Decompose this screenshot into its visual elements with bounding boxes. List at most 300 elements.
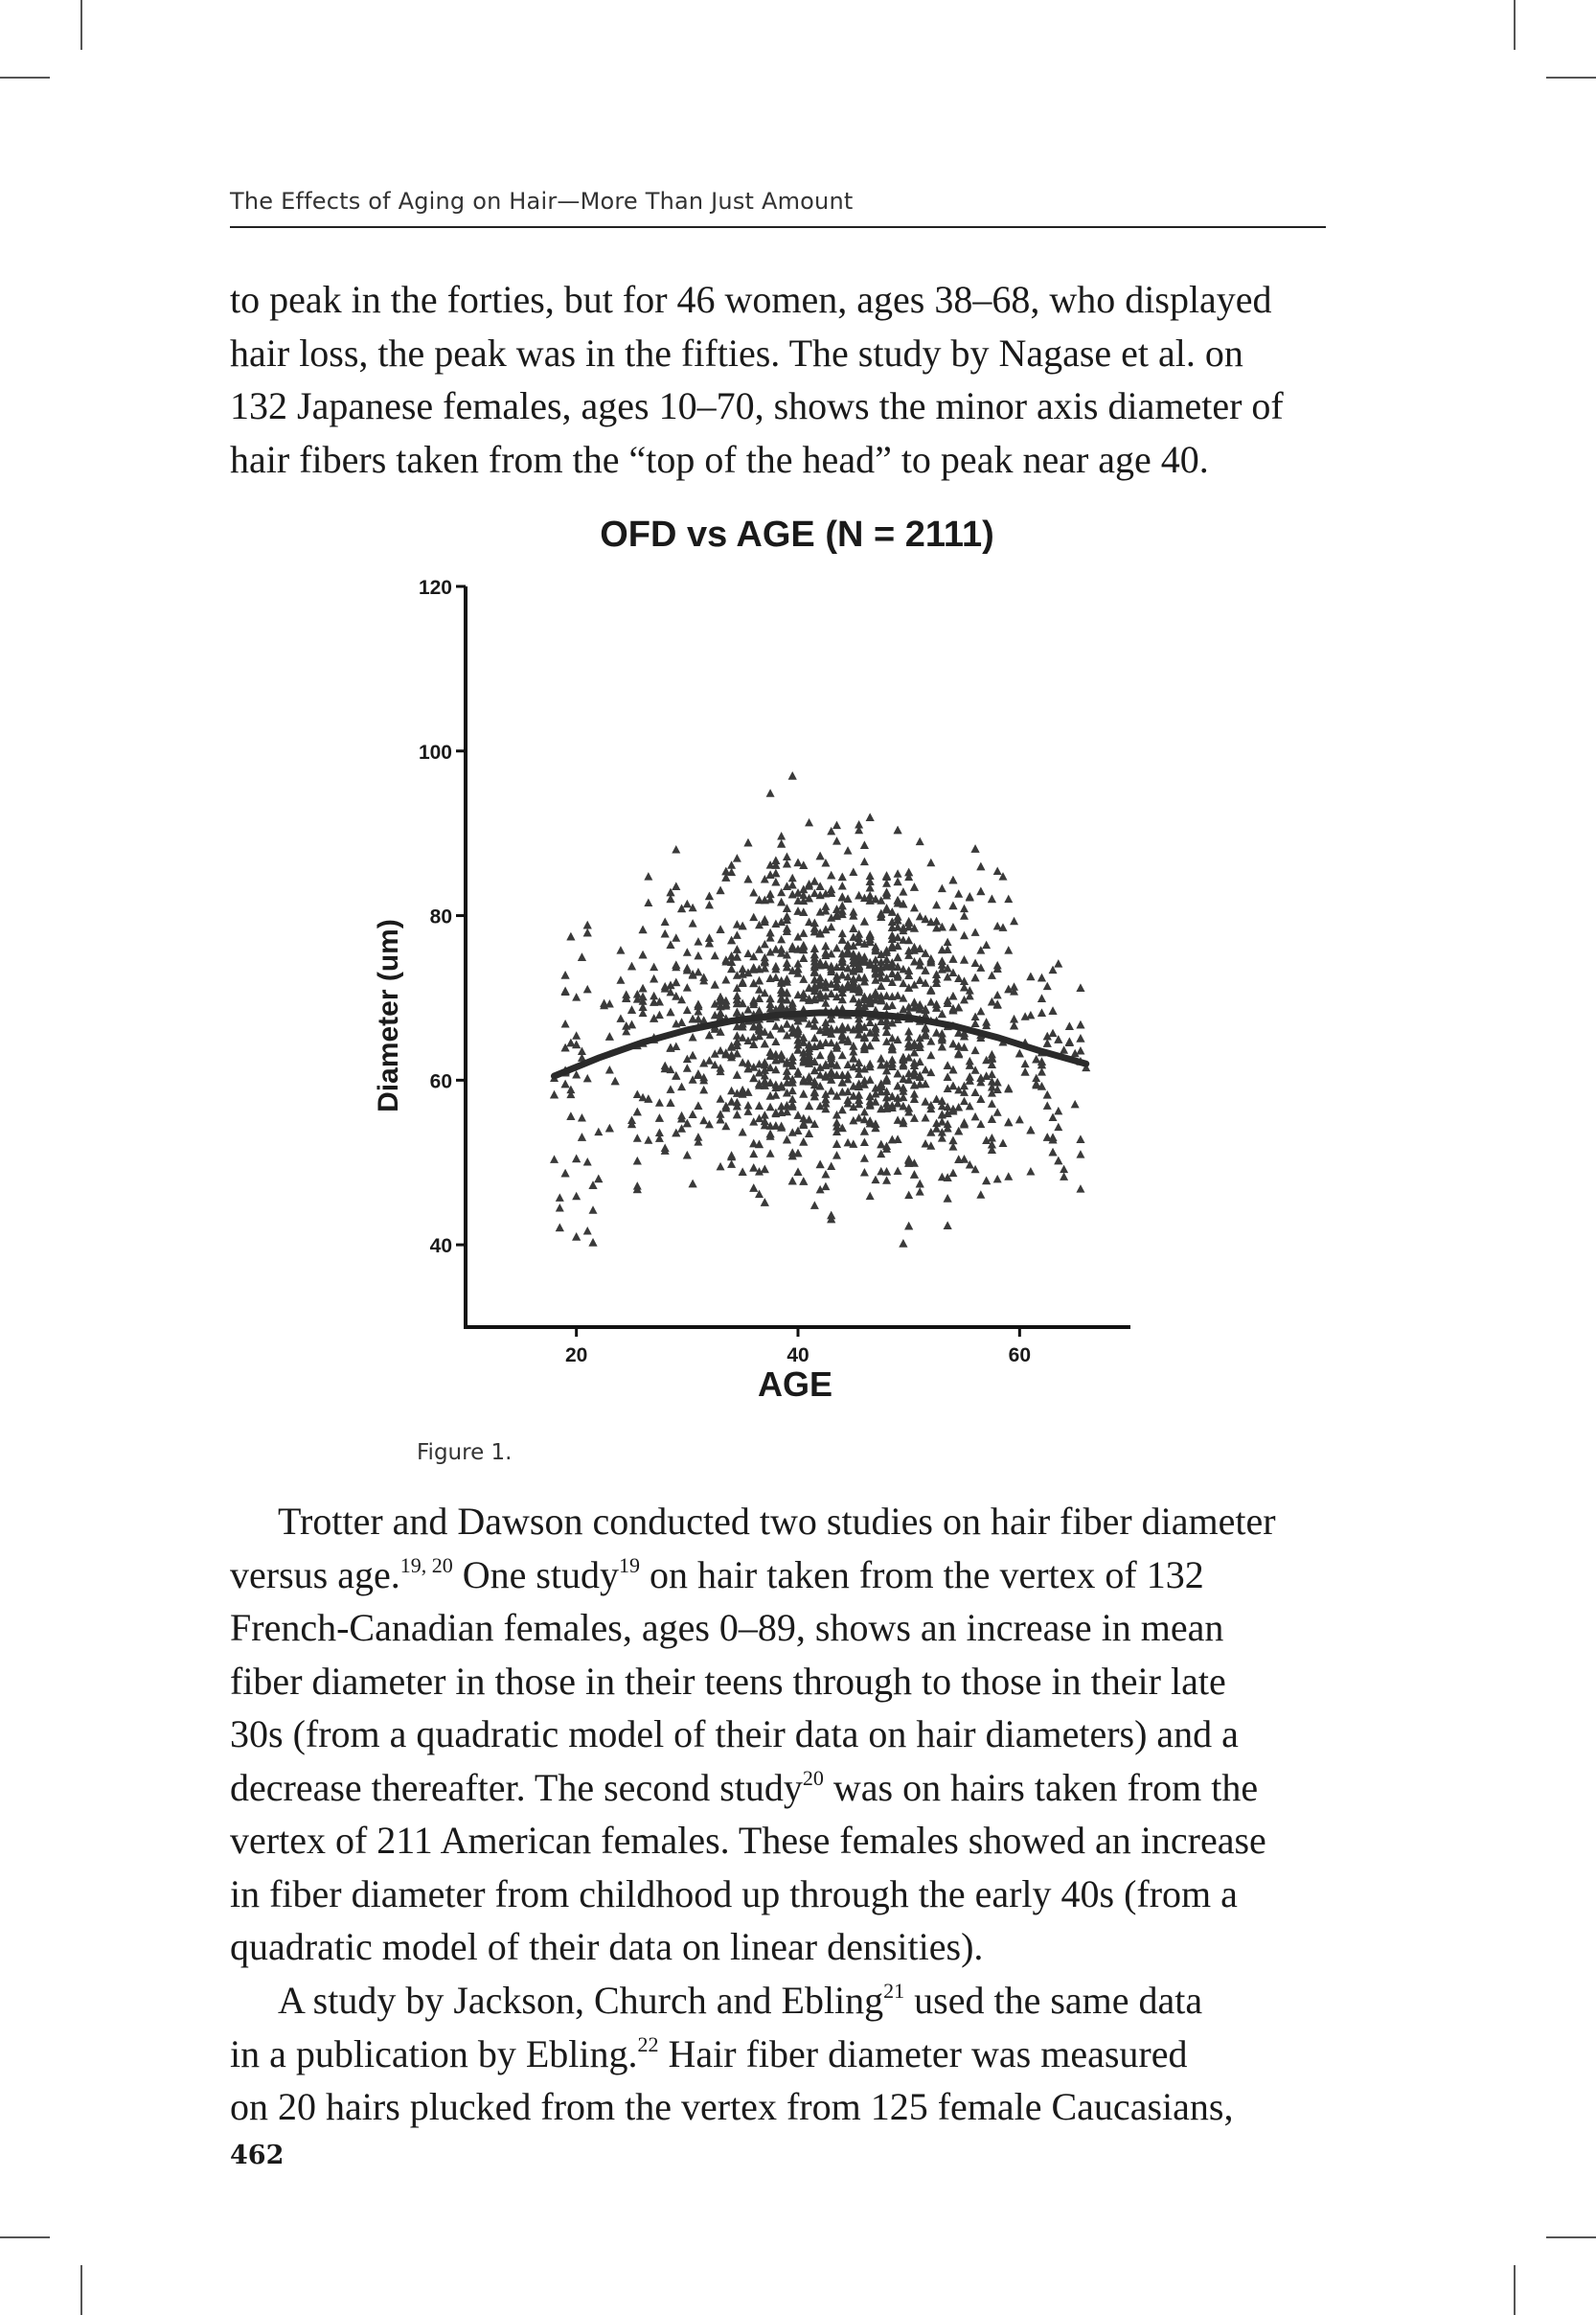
data-point: [743, 838, 752, 847]
data-point: [771, 962, 780, 971]
data-point: [976, 887, 985, 896]
data-point: [783, 1020, 791, 1028]
data-point: [766, 1149, 775, 1158]
data-point: [1037, 974, 1046, 982]
data-point: [948, 992, 957, 1000]
data-point: [894, 1082, 902, 1090]
data-point: [561, 1020, 570, 1028]
data-point: [1037, 1067, 1046, 1076]
figure-1: [364, 498, 1150, 1418]
data-point: [677, 1018, 686, 1026]
y-tick-label: 60: [429, 1070, 452, 1093]
data-point: [799, 928, 808, 937]
data-point: [966, 893, 974, 902]
data-point: [644, 1135, 652, 1144]
text-line: [230, 2028, 1233, 2081]
data-point: [556, 1203, 564, 1212]
data-point: [1076, 1184, 1084, 1193]
data-point: [721, 975, 730, 984]
data-point: [717, 925, 725, 933]
data-point: [755, 976, 764, 984]
data-point: [766, 928, 775, 937]
data-point: [993, 1108, 1002, 1116]
text-line: on 20 hairs plucked from the vertex from 125 female Caucasians,: [230, 2085, 1234, 2128]
data-point: [777, 898, 786, 906]
y-tick-label: 40: [429, 1235, 452, 1258]
data-point: [672, 960, 680, 969]
data-point: [717, 886, 725, 895]
data-point: [932, 1028, 941, 1037]
data-point: [899, 1239, 907, 1248]
data-point: [689, 919, 697, 928]
data-point: [960, 911, 969, 920]
data-point: [550, 1155, 559, 1163]
data-point: [894, 1069, 902, 1078]
data-point: [810, 877, 819, 885]
data-point: [860, 1137, 869, 1146]
data-point: [916, 975, 924, 984]
data-point: [711, 980, 719, 989]
data-point: [882, 904, 891, 912]
data-point: [838, 1088, 847, 1096]
reference-superscript: 19, 20: [399, 1552, 453, 1577]
data-point: [954, 1050, 963, 1059]
data-point: [777, 832, 786, 840]
data-point: [971, 928, 980, 936]
data-point: [832, 1151, 841, 1159]
data-point: [589, 1205, 598, 1214]
data-point: [805, 818, 813, 827]
data-point: [960, 955, 969, 964]
data-point: [938, 884, 946, 893]
data-point: [948, 954, 957, 963]
data-point: [1037, 1008, 1046, 1017]
data-point: [1054, 959, 1062, 968]
data-point: [655, 1098, 664, 1107]
data-point: [1043, 982, 1052, 991]
data-point: [583, 1074, 592, 1083]
data-point: [1004, 1118, 1013, 1127]
text-line: to peak in the forties, but for 46 women, ages 38–68, who displayed: [230, 278, 1272, 321]
data-point: [788, 771, 797, 780]
text-run: used the same data: [904, 1979, 1203, 2022]
data-point: [761, 1040, 769, 1048]
data-point: [832, 1139, 841, 1148]
data-point: [1004, 1172, 1013, 1180]
data-point: [916, 1180, 924, 1188]
data-point: [944, 1222, 952, 1230]
data-point: [944, 1061, 952, 1069]
data-point: [655, 1011, 664, 1020]
data-point: [816, 852, 825, 860]
data-point: [976, 862, 985, 871]
data-point: [711, 951, 719, 960]
data-point: [739, 1086, 747, 1094]
data-point: [821, 1170, 830, 1179]
data-point: [699, 1086, 708, 1094]
data-point: [733, 945, 741, 953]
data-point: [794, 1168, 803, 1177]
data-point: [783, 1135, 791, 1144]
data-point: [894, 1135, 902, 1144]
data-point: [705, 892, 714, 901]
data-point: [583, 985, 592, 994]
data-point: [771, 1021, 780, 1030]
data-point: [882, 992, 891, 1000]
paragraph-1: [230, 273, 1284, 486]
data-point: [766, 1130, 775, 1138]
data-point: [971, 1046, 980, 1055]
data-point: [689, 1033, 697, 1042]
data-point: [944, 1194, 952, 1203]
data-point: [766, 890, 775, 899]
data-point: [561, 987, 570, 996]
data-point: [733, 930, 741, 939]
data-point: [922, 1113, 930, 1122]
data-point: [572, 1232, 581, 1241]
data-point: [904, 918, 913, 927]
data-point: [971, 1088, 980, 1096]
data-point: [766, 1047, 775, 1056]
data-point: [827, 885, 835, 894]
data-point: [1004, 895, 1013, 904]
running-head: The Effects of Aging on Hair—More Than Just Amount: [230, 188, 854, 215]
data-point: [683, 948, 692, 956]
data-point: [1076, 1020, 1084, 1029]
data-point: [827, 871, 835, 880]
data-point: [1043, 1101, 1052, 1110]
data-point: [1021, 1067, 1030, 1076]
data-point: [904, 1155, 913, 1163]
data-point: [860, 1168, 869, 1177]
data-point: [838, 1051, 847, 1060]
text-line: fiber diameter in those in their teens through to those in their late: [230, 1659, 1226, 1703]
text-line: [230, 1548, 1276, 1602]
data-point: [971, 958, 980, 967]
data-point: [877, 1140, 885, 1149]
data-point: [749, 913, 758, 922]
data-point: [910, 882, 919, 891]
data-point: [794, 1149, 803, 1158]
header-rule: [230, 226, 1326, 228]
data-point: [1054, 1123, 1062, 1132]
text-line: [230, 1974, 1233, 2028]
text-run: was on hairs taken from the: [823, 1765, 1259, 1809]
data-point: [882, 1176, 891, 1184]
text-run: decrease thereafter. The second study: [230, 1765, 803, 1809]
reference-superscript: 20: [802, 1765, 824, 1790]
data-point: [1054, 1107, 1062, 1115]
data-point: [561, 971, 570, 979]
data-point: [1010, 982, 1018, 990]
data-point: [1076, 1135, 1084, 1144]
data-point: [771, 878, 780, 886]
data-point: [922, 1066, 930, 1074]
data-point: [904, 936, 913, 945]
data-point: [783, 852, 791, 860]
data-point: [805, 1102, 813, 1111]
data-point: [771, 1038, 780, 1046]
data-point: [1043, 1090, 1052, 1099]
data-point: [733, 854, 741, 862]
data-point: [743, 875, 752, 883]
data-point: [855, 891, 863, 900]
data-point: [694, 1133, 702, 1141]
data-point: [799, 1089, 808, 1098]
data-point: [578, 952, 586, 961]
data-point: [572, 1031, 581, 1040]
data-point: [976, 1120, 985, 1129]
text-line: hair loss, the peak was in the fifties. The study by Nagase et al. on: [230, 331, 1243, 375]
data-point: [948, 1082, 957, 1090]
y-tick-label: 80: [429, 905, 452, 928]
data-point: [644, 872, 652, 881]
data-point: [810, 944, 819, 952]
data-point: [1043, 1133, 1052, 1141]
data-point: [633, 1157, 642, 1165]
data-point: [1004, 1084, 1013, 1092]
data-point: [882, 1167, 891, 1176]
data-point: [605, 1032, 614, 1041]
data-point: [838, 1022, 847, 1031]
data-point: [954, 1155, 963, 1163]
data-point: [948, 876, 957, 884]
data-point: [605, 1066, 614, 1074]
data-point: [694, 1102, 702, 1111]
data-point: [948, 923, 957, 931]
data-point: [988, 1054, 996, 1063]
data-point: [1065, 1039, 1074, 1047]
data-point: [1071, 1100, 1080, 1109]
data-point: [689, 1111, 697, 1119]
data-point: [894, 1166, 902, 1175]
data-point: [948, 902, 957, 910]
data-points: [550, 771, 1090, 1248]
data-point: [926, 1051, 935, 1060]
data-point: [860, 1042, 869, 1050]
data-point: [844, 846, 853, 855]
data-point: [1032, 1055, 1040, 1064]
data-point: [627, 1005, 636, 1014]
data-point: [766, 789, 775, 797]
text-line: quadratic model of their data on linear densities).: [230, 1925, 984, 1968]
data-point: [1065, 1021, 1074, 1030]
data-point: [1026, 1126, 1035, 1135]
data-point: [998, 1139, 1007, 1148]
data-point: [1076, 1150, 1084, 1158]
data-point: [1021, 1060, 1030, 1068]
data-point: [694, 1070, 702, 1079]
data-point: [1049, 1148, 1058, 1157]
data-point: [627, 1020, 636, 1029]
data-point: [794, 906, 803, 915]
data-point: [661, 917, 670, 926]
data-point: [827, 1162, 835, 1171]
data-point: [860, 974, 869, 982]
data-point: [944, 1073, 952, 1082]
data-point: [982, 1177, 991, 1185]
data-point: [838, 1071, 847, 1080]
text-run: on hair taken from the vertex of 132: [640, 1552, 1204, 1596]
data-point: [1049, 1006, 1058, 1015]
data-point: [666, 1098, 674, 1107]
data-point: [821, 906, 830, 915]
data-point: [666, 1085, 674, 1093]
data-point: [633, 1134, 642, 1142]
data-point: [904, 1222, 913, 1230]
data-point: [655, 1113, 664, 1122]
chart-title: OFD vs AGE (N = 2111): [600, 515, 994, 555]
data-point: [766, 1103, 775, 1112]
data-point: [1076, 1046, 1084, 1055]
data-point: [922, 1097, 930, 1106]
data-point: [916, 912, 924, 921]
text-run: versus age.: [230, 1552, 400, 1596]
data-point: [717, 993, 725, 1001]
data-point: [749, 1163, 758, 1172]
data-point: [894, 896, 902, 905]
data-point: [672, 978, 680, 987]
data-point: [689, 1051, 697, 1060]
data-point: [633, 1089, 642, 1098]
data-point: [666, 1008, 674, 1017]
data-point: [566, 1112, 575, 1120]
data-point: [838, 892, 847, 901]
data-point: [650, 963, 658, 972]
text-run: in a publication by Ebling.: [230, 2031, 638, 2075]
data-point: [749, 888, 758, 897]
data-point: [832, 837, 841, 845]
data-point: [832, 944, 841, 952]
data-point: [1010, 917, 1018, 926]
data-point: [788, 1053, 797, 1062]
data-point: [583, 921, 592, 929]
data-point: [971, 844, 980, 853]
text-line: 132 Japanese females, ages 10–70, shows the minor axis diameter of: [230, 384, 1284, 427]
y-axis-label: Diameter (um): [373, 919, 404, 1112]
x-tick-label: 20: [564, 1344, 588, 1366]
data-point: [966, 1061, 974, 1069]
data-point: [705, 933, 714, 942]
data-point: [882, 871, 891, 880]
data-point: [799, 954, 808, 963]
data-point: [594, 1175, 603, 1183]
data-point: [1015, 1115, 1024, 1124]
data-point: [683, 1151, 692, 1159]
scatter-chart: [364, 498, 1150, 1418]
data-point: [777, 935, 786, 944]
data-point: [838, 882, 847, 890]
data-point: [1049, 1029, 1058, 1038]
data-point: [894, 826, 902, 835]
data-point: [727, 1153, 736, 1161]
data-point: [650, 974, 658, 982]
data-point: [960, 931, 969, 940]
data-point: [727, 1159, 736, 1168]
data-point: [971, 974, 980, 982]
data-point: [561, 1169, 570, 1178]
data-point: [849, 924, 857, 932]
data-point: [583, 928, 592, 937]
data-point: [993, 991, 1002, 999]
data-point: [948, 1040, 957, 1048]
data-point: [860, 858, 869, 866]
data-point: [849, 867, 857, 876]
data-point: [810, 1034, 819, 1043]
data-point: [578, 1113, 586, 1122]
data-point: [683, 1006, 692, 1015]
data-point: [899, 887, 907, 896]
data-point: [1043, 1039, 1052, 1047]
data-point: [993, 867, 1002, 876]
data-point: [761, 1165, 769, 1174]
text-run: One study: [452, 1552, 620, 1596]
data-point: [816, 1160, 825, 1169]
data-point: [683, 1064, 692, 1072]
data-point: [805, 1129, 813, 1137]
data-point: [639, 984, 648, 993]
data-point: [916, 1080, 924, 1089]
data-point: [749, 1183, 758, 1192]
data-point: [694, 951, 702, 960]
data-point: [1054, 1157, 1062, 1165]
data-point: [926, 859, 935, 867]
data-point: [860, 1127, 869, 1135]
data-point: [855, 820, 863, 829]
data-point: [616, 946, 625, 954]
text-run: A study by Jackson, Church and Ebling: [278, 1979, 884, 2022]
data-point: [794, 859, 803, 867]
data-point: [816, 1051, 825, 1060]
data-point: [894, 878, 902, 886]
x-tick-label: 40: [787, 1344, 809, 1366]
data-point: [960, 905, 969, 913]
data-point: [910, 1170, 919, 1179]
data-point: [904, 868, 913, 877]
data-point: [954, 889, 963, 898]
data-point: [1076, 984, 1084, 993]
data-point: [1026, 973, 1035, 981]
data-point: [561, 1080, 570, 1089]
data-point: [982, 941, 991, 950]
data-point: [866, 1192, 875, 1201]
data-point: [749, 1150, 758, 1158]
data-point: [689, 1180, 697, 1188]
x-tick-label: 60: [1008, 1344, 1032, 1366]
data-point: [971, 1112, 980, 1121]
data-point: [866, 1060, 875, 1068]
data-point: [627, 962, 636, 971]
data-point: [788, 1177, 797, 1185]
text-line: in fiber diameter from childhood up through the early 40s (from a: [230, 1871, 1238, 1915]
data-point: [894, 991, 902, 999]
x-axis-label: AGE: [757, 1364, 833, 1404]
data-point: [810, 1201, 819, 1209]
data-point: [572, 993, 581, 1001]
data-point: [926, 997, 935, 1006]
data-point: [888, 1001, 897, 1010]
data-point: [743, 949, 752, 957]
data-point: [633, 1108, 642, 1116]
text-run: Hair fiber diameter was measured: [658, 2031, 1188, 2075]
data-point: [689, 1015, 697, 1023]
data-point: [894, 953, 902, 962]
data-point: [777, 945, 786, 953]
text-line: vertex of 211 American females. These females showed an increase: [230, 1819, 1266, 1862]
data-point: [694, 937, 702, 946]
data-point: [672, 845, 680, 854]
data-point: [783, 860, 791, 868]
